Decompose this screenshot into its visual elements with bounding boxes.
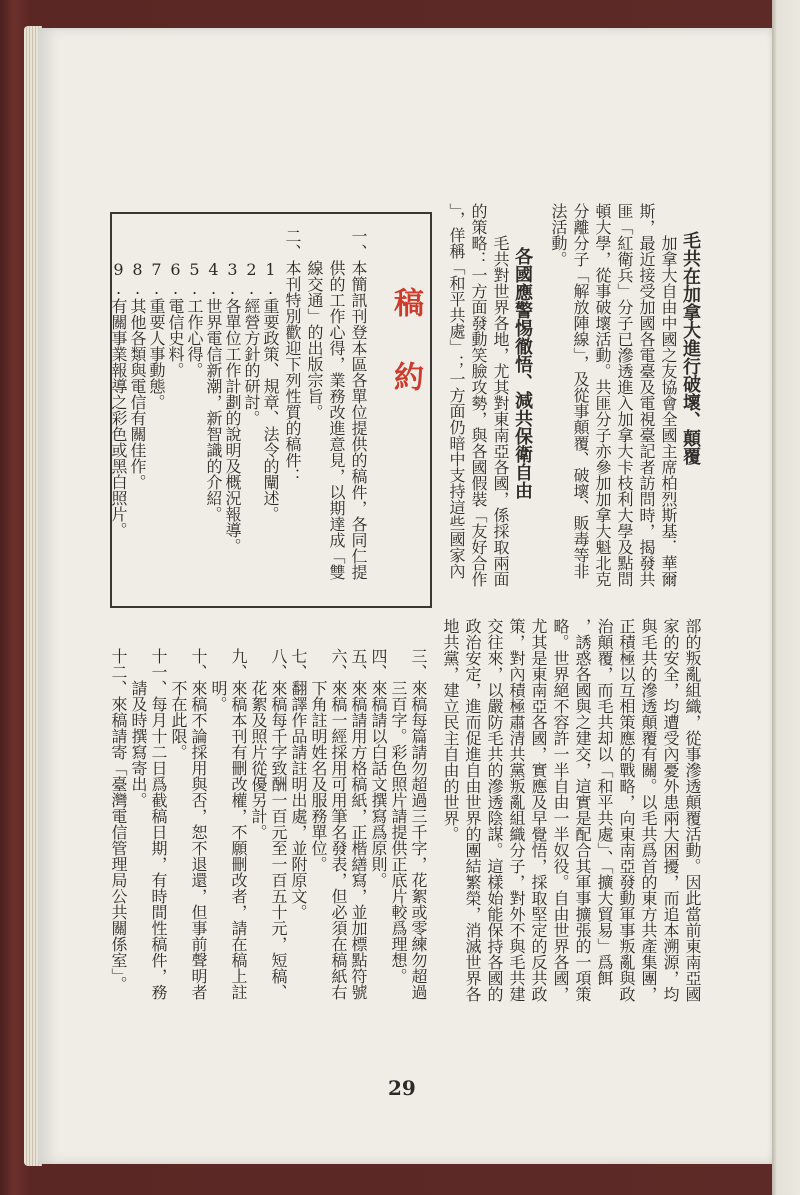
article-line: 分離分子「解放陣線」，及從事顛覆、破壞、販毒等非 <box>571 203 590 579</box>
notice-sub-item: 6.電信史料。 <box>166 260 185 378</box>
notice-line: 十一、每月十二日爲截稿日期，有時間性稿件，務 <box>149 648 168 1000</box>
article-line: 加拿大自由中國之友協會全國主席柏烈斯基．華爾 <box>659 235 678 587</box>
article-line: 政治安定，進而促進自由世界的團結繁榮，消滅世界各 <box>463 618 482 1002</box>
notice-line: 六、來稿一經採用可用筆名發表，但必須在稿紙右 <box>329 648 348 1000</box>
article-line: 家的安全，均遭受內憂外患兩大困擾，而追本溯源，均 <box>661 618 680 1002</box>
article-line: ，誘惑各國與之建交，這實是配合其軍事擴張的一項策 <box>573 618 592 1002</box>
article-line: 斯，最近接受加國各電臺及電視臺記者訪問時，揭發共 <box>637 203 656 587</box>
notice-sub-items <box>109 260 280 600</box>
notice-line: 九、來稿本刊有刪改權，不願刪改者，請在稿上註 <box>229 648 248 1000</box>
article-line: 策，對內積極肅清共黨叛亂組織分子，對外不與毛共建 <box>507 618 526 1002</box>
section-title: 各國應警惕徹悟、減共保衛自由 <box>512 247 533 499</box>
notice-sub-item: 8.其他各類與電信有關佳作。 <box>128 260 147 490</box>
notice-sub-item: 2.經營方針的研討。 <box>242 260 261 426</box>
notice-line: 四、來稿請以白話文撰寫爲原則。 <box>369 648 388 888</box>
notice-line: 請及時撰寫寄出。 <box>129 680 148 808</box>
notice-line: 下角註明姓名及服務單位。 <box>309 680 328 872</box>
notice-line: 一、本簡訊刊登本區各單位提供的稿件，各同仁提 <box>349 228 368 580</box>
next-page-edge <box>772 0 800 1195</box>
notice-line: 線交通」的出版宗旨。 <box>305 260 324 420</box>
article-line: 尤其是東南亞各國，實應及早覺悟，採取堅定的反共政 <box>529 618 548 1002</box>
notice-lower-block <box>108 648 428 1048</box>
article-line: 的策略：一方面發動笑臉攻勢，與各國假裝「友好合作 <box>469 203 488 587</box>
notice-sub-item: 3.各單位工作計劃的說明及概況報導。 <box>223 260 242 554</box>
notice-line: 三、來稿每篇請勿超過三千字，花絮或零練勿超過 <box>409 648 428 1000</box>
notice-line: 八、來稿每千字致酬一百元至一百五十元，短稿、 <box>269 648 288 1000</box>
article-line: 部的叛亂組織，從事滲透顛覆活動。因此當前東南亞國 <box>683 618 702 1002</box>
article-line: 法活動。 <box>549 203 568 267</box>
notice-line: 三百字。彩色照片請提供正底片較爲理想。 <box>389 680 408 984</box>
notice-box <box>110 212 432 608</box>
article-line: 交往來，以嚴防毛共的滲透陰謀。這樣始能保持各國的 <box>485 618 504 1002</box>
notice-sub-item: 5.工作心得。 <box>185 260 204 378</box>
article-upper-block <box>445 203 701 603</box>
article-lower-block <box>439 618 703 1018</box>
article-line: 毛共對世界各地，尤其對東南亞各國，係採取兩面 <box>491 235 510 587</box>
notice-line: 不在此限。 <box>169 680 188 760</box>
article-line: 頓大學，從事破壞活動。共匪分子亦參加加拿大魁北克 <box>593 203 612 587</box>
notice-title: 稿約 <box>388 287 423 435</box>
article-title: 毛共在加拿大進行破壞、顛覆 <box>680 231 701 465</box>
notice-sub-item: 4.世界電信新潮，新智識的介紹。 <box>204 260 223 522</box>
notice-sub-item: 7.重要人事動態。 <box>147 260 166 410</box>
article-line: 匪「紅衛兵」分子已滲透進入加拿大卡枝利大學及點問 <box>615 203 634 587</box>
notice-line: 二、本刊特別歡迎下列性質的稿件： <box>283 228 302 484</box>
article-line: 與毛共的滲透顛覆有關。以毛共爲首的東方共產集團， <box>639 618 658 1002</box>
article-line: 」，佯稱「和平共處」；一方面仍暗中支持這些國家內 <box>447 203 466 579</box>
article-line: 正積極以互相策應的戰略，向東南亞發動軍事叛亂與政 <box>617 618 636 1002</box>
notice-line: 花絮及照片從優另計。 <box>249 680 268 840</box>
article-line: 治顛覆，而毛共却以「和平共處」、「擴大貿易」爲餌 <box>595 618 614 986</box>
notice-line: 五、來稿請用方格稿紙，正楷繕寫，並加標點符號 <box>349 648 368 1000</box>
notice-items <box>281 228 369 598</box>
notice-line: 十、來稿不論採用與否，恕不退還，但事前聲明者 <box>189 648 208 1000</box>
notice-line: 明。 <box>209 680 228 712</box>
notice-line: 供的工作心得，業務改進意見，以期達成「雙 <box>327 260 346 580</box>
page-number: 29 <box>388 1076 416 1100</box>
notice-sub-item: 9.有關事業報導之彩色或黑白照片。 <box>109 260 128 538</box>
notice-line: 七、翻譯作品請註明出處，並附原文。 <box>289 648 308 920</box>
notice-line: 十二、來稿請寄「臺灣電信管理局公共關係室」。 <box>109 648 128 992</box>
article-line: 略。世界絕不容許一半自由一半奴役。自由世界各國， <box>551 618 570 1002</box>
notice-sub-item: 1.重要政策、規章、法令的闡述。 <box>261 260 280 522</box>
article-line: 地共黨，建立民主自由的世界。 <box>441 618 460 842</box>
